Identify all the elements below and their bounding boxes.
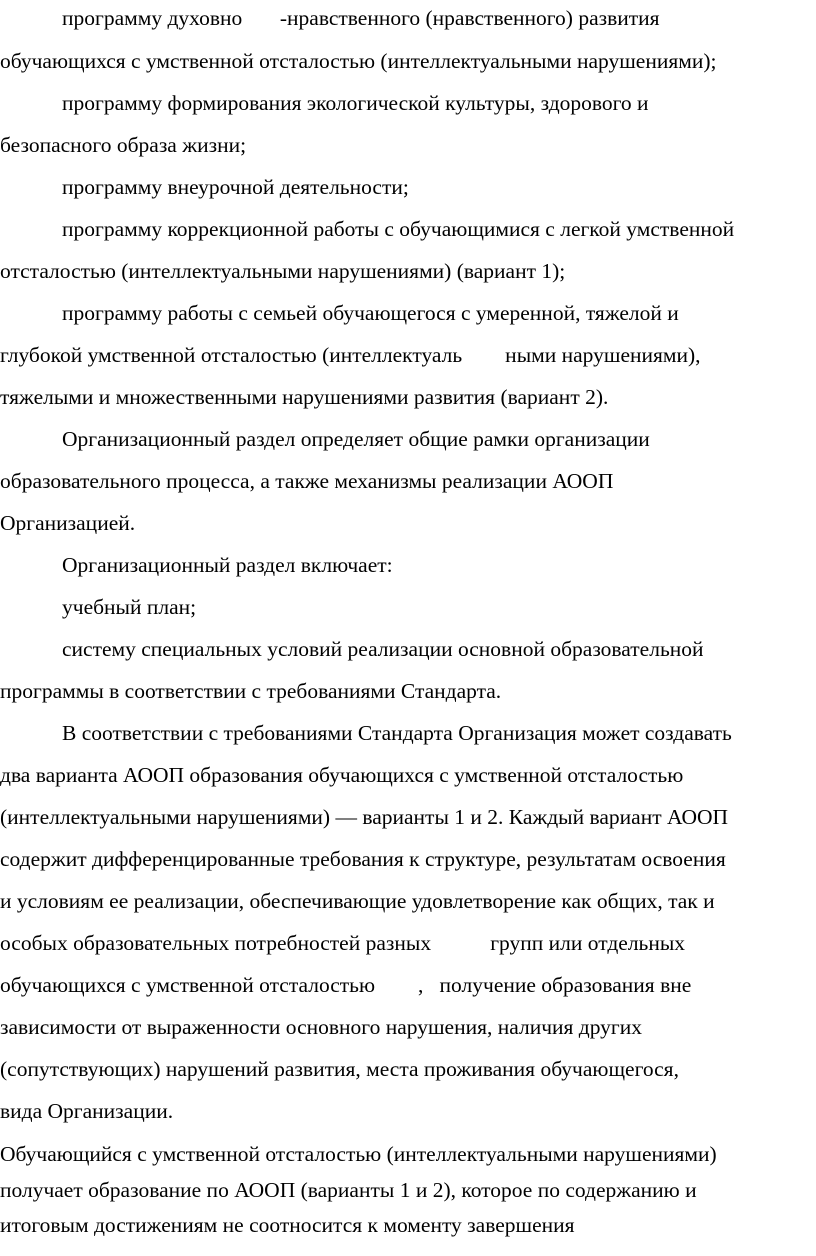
text-line: два варианта АООП образования обучающихся с умственной отсталостью bbox=[0, 763, 684, 787]
text-line: Организацией. bbox=[0, 511, 136, 535]
text-line: обучающихся с умственной отсталостью , получение образования вне bbox=[0, 973, 692, 997]
text-line: зависимости от выраженности основного нарушения, наличия других bbox=[0, 1015, 643, 1039]
text-line: обучающихся с умственной отсталостью (интеллектуальными нарушениями); bbox=[0, 49, 717, 73]
text-line: глубокой умственной отсталостью (интеллектуаль ными нарушениями), bbox=[0, 343, 701, 367]
text-line: программу духовно -нравственного (нравственного) развития bbox=[62, 6, 660, 30]
text-line: программу работы с семьей обучающегося с умеренной, тяжелой и bbox=[62, 301, 679, 325]
text-line: Организационный раздел определяет общие рамки организации bbox=[62, 427, 650, 451]
text-line: отсталостью (интеллектуальными нарушениями) (вариант 1); bbox=[0, 259, 566, 283]
text-line: вида Организации. bbox=[0, 1099, 174, 1123]
text-line: получает образование по АООП (варианты 1 и 2), которое по содержанию и bbox=[0, 1178, 697, 1202]
text-line: (сопутствующих) нарушений развития, места проживания обучающегося, bbox=[0, 1057, 679, 1081]
text-line: особых образовательных потребностей разных групп или отдельных bbox=[0, 931, 686, 955]
text-line: и условиям ее реализации, обеспечивающие удовлетворение как общих, так и bbox=[0, 889, 715, 913]
text-line: тяжелыми и множественными нарушениями развития (вариант 2). bbox=[0, 385, 609, 409]
text-line: В соответствии с требованиями Стандарта Организация может создавать bbox=[62, 721, 732, 745]
text-line: Организационный раздел включает: bbox=[62, 553, 393, 577]
text-line: Обучающийся с умственной отсталостью (интеллектуальными нарушениями) bbox=[0, 1142, 717, 1166]
text-line: программу внеурочной деятельности; bbox=[62, 175, 409, 199]
text-line: (интеллектуальными нарушениями) — варианты 1 и 2. Каждый вариант АООП bbox=[0, 805, 729, 829]
text-line: программу формирования экологической культуры, здорового и bbox=[62, 91, 649, 115]
text-line: учебный план; bbox=[62, 595, 197, 619]
text-line: содержит дифференцированные требования к структуре, результатам освоения bbox=[0, 847, 726, 871]
text-line: безопасного образа жизни; bbox=[0, 133, 247, 157]
text-line: систему специальных условий реализации основной образовательной bbox=[62, 637, 704, 661]
text-line: программы в соответствии с требованиями Стандарта. bbox=[0, 679, 502, 703]
text-line: образовательного процесса, а также механизмы реализации АООП bbox=[0, 469, 614, 493]
text-line: итоговым достижениям не соотносится к моменту завершения bbox=[0, 1213, 575, 1237]
text-line: программу коррекционной работы с обучающимися с легкой умственной bbox=[62, 217, 735, 241]
